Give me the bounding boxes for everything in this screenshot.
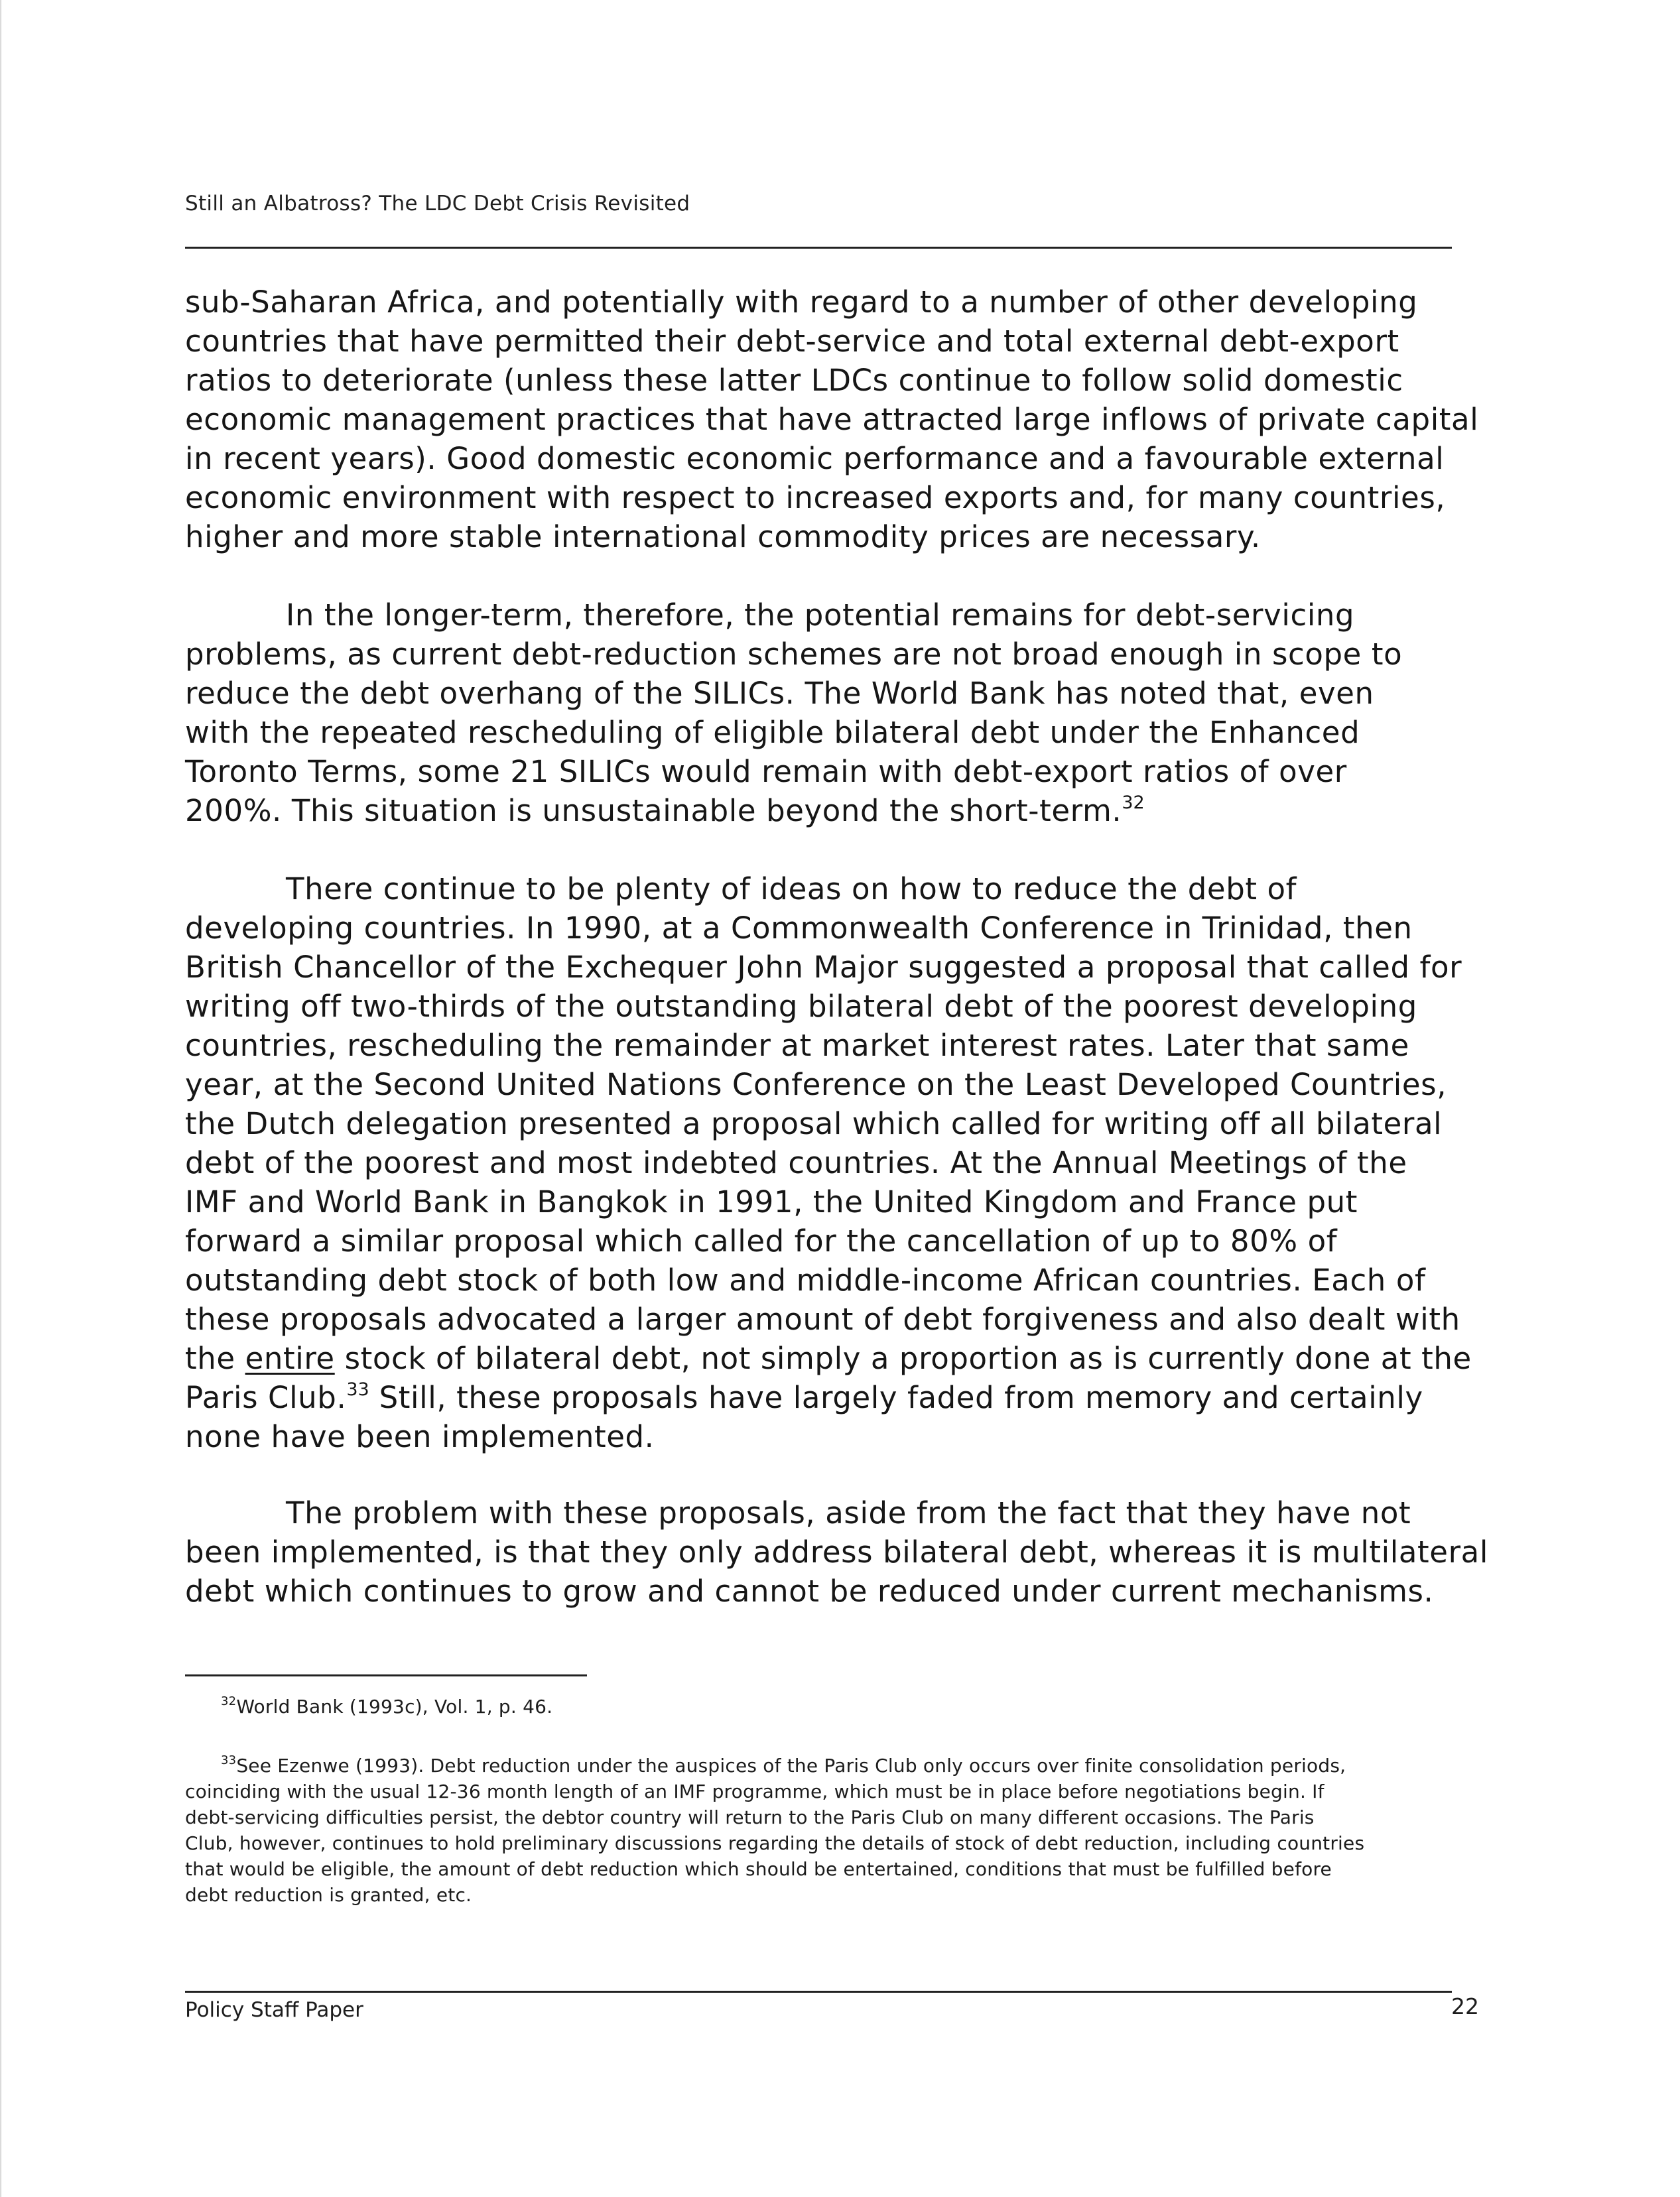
text-line: countries, rescheduling the remainder at market interest rates. Later that same: [185, 1028, 1409, 1063]
text-line-content: Paris Club.: [185, 1380, 347, 1415]
text-line: outstanding debt stock of both low and middle-income African countries. Each of: [185, 1263, 1426, 1298]
text-line: [185, 1493, 1502, 1533]
text-line: [185, 869, 1502, 909]
footnote-line: [185, 1753, 1485, 1779]
text-line: sub-Saharan Africa, and potentially with regard to a number of other developing: [185, 284, 1418, 320]
footnote-number: 32: [221, 1694, 237, 1708]
paragraph-4: [185, 1493, 1502, 1611]
text-line: debt which continues to grow and cannot be reduced under current mechanisms.: [185, 1574, 1434, 1609]
text-line: countries that have permitted their debt-service and total external debt-export: [185, 324, 1399, 359]
footnote-reference-33[interactable]: 33: [346, 1379, 369, 1400]
text-line: these proposals advocated a larger amount of debt forgiveness and also dealt with: [185, 1302, 1460, 1337]
text-line: debt of the poorest and most indebted countries. At the Annual Meetings of the: [185, 1145, 1407, 1180]
footer-rule: [185, 1991, 1452, 1993]
text-line: problems, as current debt-reduction schemes are not broad enough in scope to: [185, 637, 1403, 672]
page-number: 22: [1451, 1993, 1479, 2019]
text-line: with the repeated rescheduling of eligible bilateral debt under the Enhanced: [185, 715, 1360, 750]
footnote-line: coinciding with the usual 12-36 month length of an IMF programme, which must be in place before negotiations begin. If: [185, 1781, 1325, 1802]
text-line: higher and more stable international commodity prices are necessary.: [185, 519, 1261, 554]
footnote-line: Club, however, continues to hold preliminary discussions regarding the details of stock of debt reduction, including countries: [185, 1832, 1365, 1854]
text-line: year, at the Second United Nations Conference on the Least Developed Countries,: [185, 1067, 1447, 1102]
text-line: the Dutch delegation presented a proposal which called for writing off all bilateral: [185, 1106, 1443, 1141]
footnote-separator: [185, 1674, 587, 1676]
text-line: [185, 791, 1502, 830]
text-line: been implemented, is that they only address bilateral debt, whereas it is multilateral: [185, 1535, 1488, 1570]
paragraph-1: [185, 282, 1502, 556]
page-edge: [0, 0, 2, 2197]
footnote-line: [221, 1694, 1521, 1720]
footnote-text: World Bank (1993c), Vol. 1, p. 46.: [236, 1696, 553, 1718]
footnote-number: 33: [221, 1753, 237, 1767]
running-header: Still an Albatross? The LDC Debt Crisis Revisited: [185, 192, 690, 216]
footnote-line: that would be eligible, the amount of debt reduction which should be entertained, conditions that must be fulfilled before: [185, 1858, 1332, 1880]
text-line: in recent years). Good domestic economic performance and a favourable external: [185, 441, 1445, 476]
paragraph-2: [185, 596, 1502, 830]
text-line: economic management practices that have attracted large inflows of private capital: [185, 402, 1479, 437]
footnote-reference-32[interactable]: 32: [1122, 792, 1145, 813]
text-line: ratios to deteriorate (unless these latter LDCs continue to follow solid domestic: [185, 363, 1403, 398]
header-rule: [185, 247, 1452, 249]
text-line-content: the: [185, 1341, 245, 1376]
text-line-content: There continue to be plenty of ideas on how to reduce the debt of: [286, 871, 1297, 907]
text-line-content: Still, these proposals have largely faded from memory and certainly: [369, 1380, 1423, 1415]
text-line-content: The problem with these proposals, aside from the fact that they have not: [286, 1495, 1411, 1531]
footnote-32: [221, 1694, 1521, 1720]
text-line: reduce the debt overhang of the SILICs. The World Bank has noted that, even: [185, 676, 1374, 711]
footnote-33: [185, 1753, 1485, 1908]
footnote-line: debt reduction is granted, etc.: [185, 1884, 472, 1906]
footer-publication: Policy Staff Paper: [185, 1998, 363, 2022]
text-line: forward a similar proposal which called for the cancellation of up to 80% of: [185, 1224, 1338, 1259]
text-line: [185, 1339, 1502, 1378]
text-line: IMF and World Bank in Bangkok in 1991, the United Kingdom and France put: [185, 1184, 1358, 1220]
text-line-content: In the longer-term, therefore, the potential remains for debt-servicing: [286, 597, 1355, 633]
text-line-content: stock of bilateral debt, not simply a proportion as is currently done at the: [334, 1341, 1472, 1376]
text-line: [185, 596, 1502, 635]
footnote-text: See Ezenwe (1993). Debt reduction under the auspices of the Paris Club only occurs over finite consolidation periods,: [236, 1755, 1346, 1777]
text-line: economic environment with respect to increased exports and, for many countries,: [185, 480, 1446, 515]
text-line: [185, 1378, 1502, 1417]
footnote-line: debt-servicing difficulties persist, the debtor country will return to the Paris Club on many different occasions. The Paris: [185, 1806, 1315, 1828]
text-line: British Chancellor of the Exchequer John Major suggested a proposal that called for: [185, 950, 1462, 985]
text-line: Toronto Terms, some 21 SILICs would remain with debt-export ratios of over: [185, 754, 1347, 789]
text-line: developing countries. In 1990, at a Commonwealth Conference in Trinidad, then: [185, 910, 1413, 946]
text-line: writing off two-thirds of the outstanding bilateral debt of the poorest developing: [185, 989, 1417, 1024]
paragraph-3: [185, 869, 1502, 1456]
text-line: none have been implemented.: [185, 1419, 655, 1454]
emphasis-underlined: entire: [245, 1341, 335, 1376]
text-line-content: 200%. This situation is unsustainable beyond the short-term.: [185, 793, 1122, 828]
